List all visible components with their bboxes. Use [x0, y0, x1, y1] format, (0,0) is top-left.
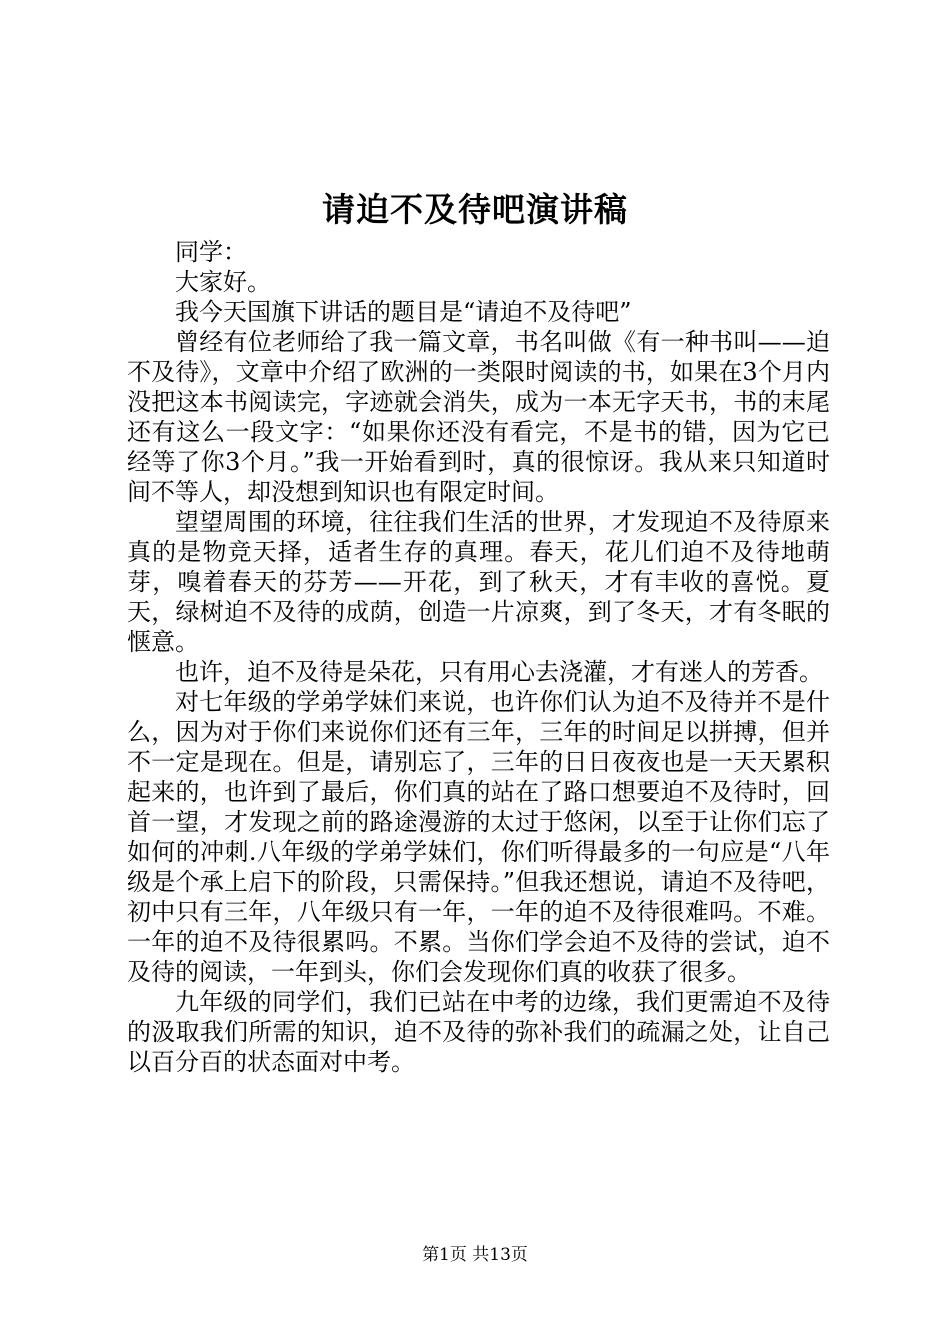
paragraph-topic: 我今天国旗下讲话的题目是“请迫不及待吧” — [175, 298, 632, 326]
page-number-footer: 第1页 共13页 — [422, 1245, 528, 1265]
paragraph-grade-nine: 九年级的同学们，我们已站在中考的边缘，我们更需迫不及待的汲取我们所需的知识，迫不及待的弥补我们的疏漏之处，让自己以百分百的状态面对中考。 — [127, 988, 830, 1076]
paragraph-nature: 望望周围的环境，往往我们生活的世界，才发现迫不及待原来真的是物竞天择，适者生存的真理。春天，花儿们迫不及待地萌芽，嗅着春天的芬芳——开花，到了秋天，才有丰收的喜悦。夏天，绿树迫不及待的成荫，创造一片凉爽，到了冬天，才有冬眠的惬意。 — [127, 508, 830, 656]
document-body — [127, 237, 830, 1077]
document-title: 请迫不及待吧演讲稿 — [322, 190, 628, 229]
paragraph-salutation: 同学： — [175, 238, 247, 266]
paragraph-flower: 也许，迫不及待是朵花，只有用心去浇灌，才有迷人的芳香。 — [175, 658, 823, 686]
paragraph-grade-seven-eight: 对七年级的学弟学妹们来说，也许你们认为迫不及待并不是什么，因为对于你们来说你们还有三年，三年的时间足以拼搏，但并不一定是现在。但是，请别忘了，三年的日日夜夜也是一天天累积起来的，也许到了最后，你们真的站在了路口想要迫不及待时，回首一望，才发现之前的路途漫游的太过于悠闲，以至于让你们忘了如何的冲刺.八年级的学弟学妹们，你们听得最多的一句应是“八年级是个承上启下的阶段，只需保持。”但我还想说，请迫不及待吧，初中只有三年，八年级只有一年，一年的迫不及待很难吗。不难。一年的迫不及待很累吗。不累。当你们学会迫不及待的尝试，迫不及待的阅读，一年到头，你们会发现你们真的收获了很多。 — [127, 688, 830, 986]
paragraph-greeting: 大家好。 — [175, 268, 271, 296]
paragraph-book-story: 曾经有位老师给了我一篇文章，书名叫做《有一种书叫——迫不及待》，文章中介绍了欧洲的一类限时阅读的书，如果在3个月内没把这本书阅读完，字迹就会消失，成为一本无字天书，书的末尾还有这么一段文字：“如果你还没有看完，不是书的错，因为它已经等了你3个月。”我一开始看到时，真的很惊讶。我从来只知道时间不等人，却没想到知识也有限定时间。 — [127, 328, 830, 506]
